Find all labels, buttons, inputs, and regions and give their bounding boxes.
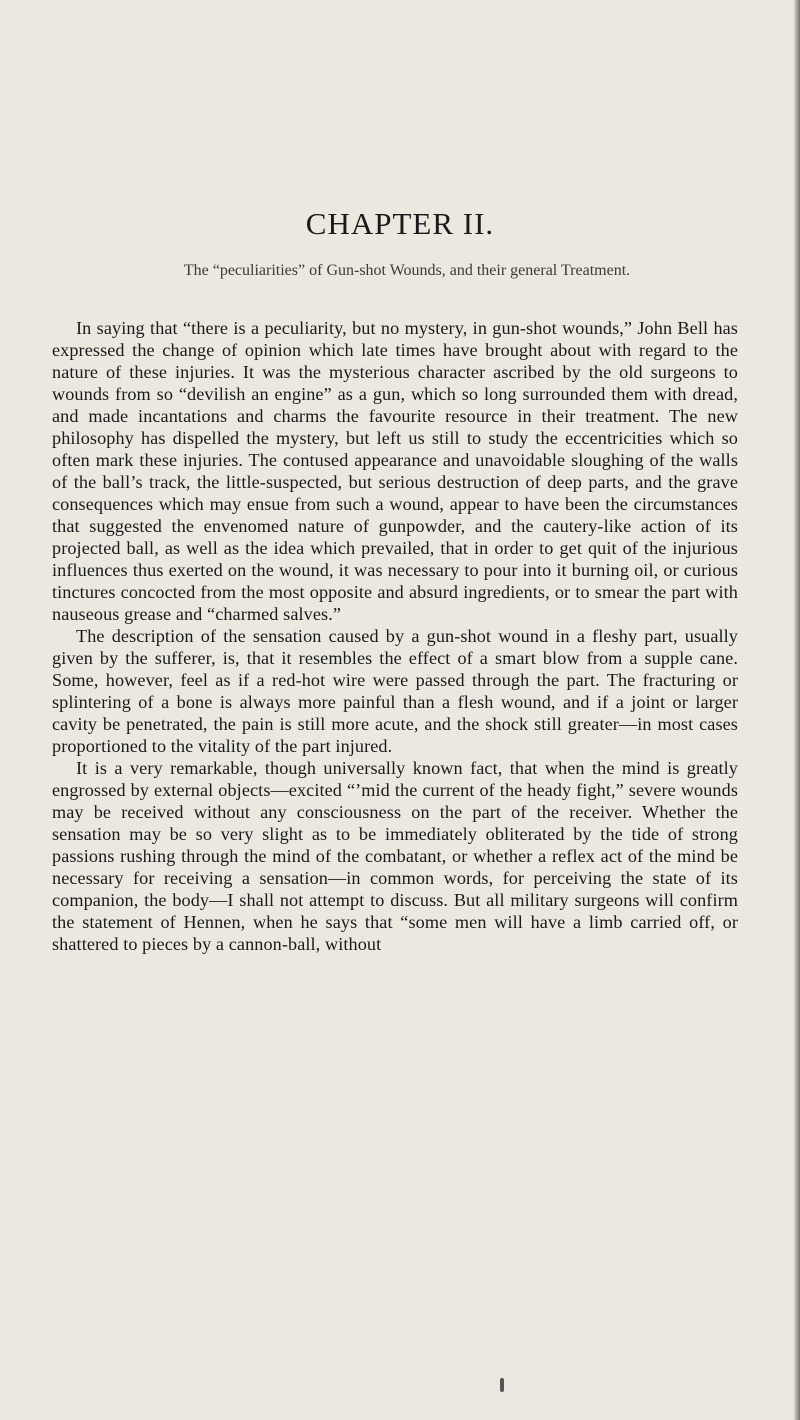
paragraph: The description of the sensation caused by a gun-shot wound in a fleshy part, usually given by the sufferer, is, that it resembles the effect of a smart blow from a supple cane. Some, however, feel as if a red-hot wire were passed through the part. The fracturing or splintering of a bone is always more painful than a flesh wound, and if a joint or larger cavity be penetrated, the pain is still more acute, and the shock still greater—in most cases proportioned to the vitality of the part injured. — [52, 626, 738, 756]
chapter-subtitle: The “peculiarities” of Gun-shot Wounds, and their general Treatment. — [183, 262, 631, 279]
page-edge-shadow — [794, 0, 800, 1420]
ink-smudge — [500, 1378, 504, 1392]
chapter-body — [52, 317, 738, 955]
paragraph: It is a very remarkable, though universally known fact, that when the mind is greatly engrossed by external objects—excited “’mid the current of the heady fight,” severe wounds may be received without any consciousness on the part of the receiver. Whether the sensation may be so very slight as to be immediately obliterated by the tide of strong passions rushing through the mind of the combatant, or whether a reflex act of the mind be necessary for receiving a sensation—in common words, for perceiving the state of its companion, the body—I shall not attempt to discuss. But all military surgeons will confirm the statement of Hennen, when he says that “some men will have a limb carried off, or shattered to pieces by a cannon-ball, without — [52, 758, 738, 954]
paragraph: In saying that “there is a peculiarity, but no mystery, in gun-shot wounds,” John Bell has expressed the change of opinion which late times have brought about with regard to the nature of these injuries. It was the mysterious character ascribed by the old surgeons to wounds from so “devilish an engine” as a gun, which so long surrounded them with dread, and made incantations and charms the favourite resource in their treatment. The new philosophy has dispelled the mystery, but left us still to study the eccentricities which so often mark these injuries. The contused appearance and unavoidable sloughing of the walls of the ball’s track, the little-suspected, but serious destruction of deep parts, and the grave consequences which may ensue from such a wound, appear to have been the circumstances that suggested the envenomed nature of gunpowder, and the cautery-like action of its projected ball, as well as the idea which prevailed, that in order to get quit of the injurious influences thus exerted on the wound, it was necessary to pour into it burning oil, or curious tinctures concocted from the most opposite and absurd ingredients, or to smear the part with nauseous grease and “charmed salves.” — [52, 318, 738, 624]
chapter-heading: CHAPTER II. — [305, 206, 495, 241]
